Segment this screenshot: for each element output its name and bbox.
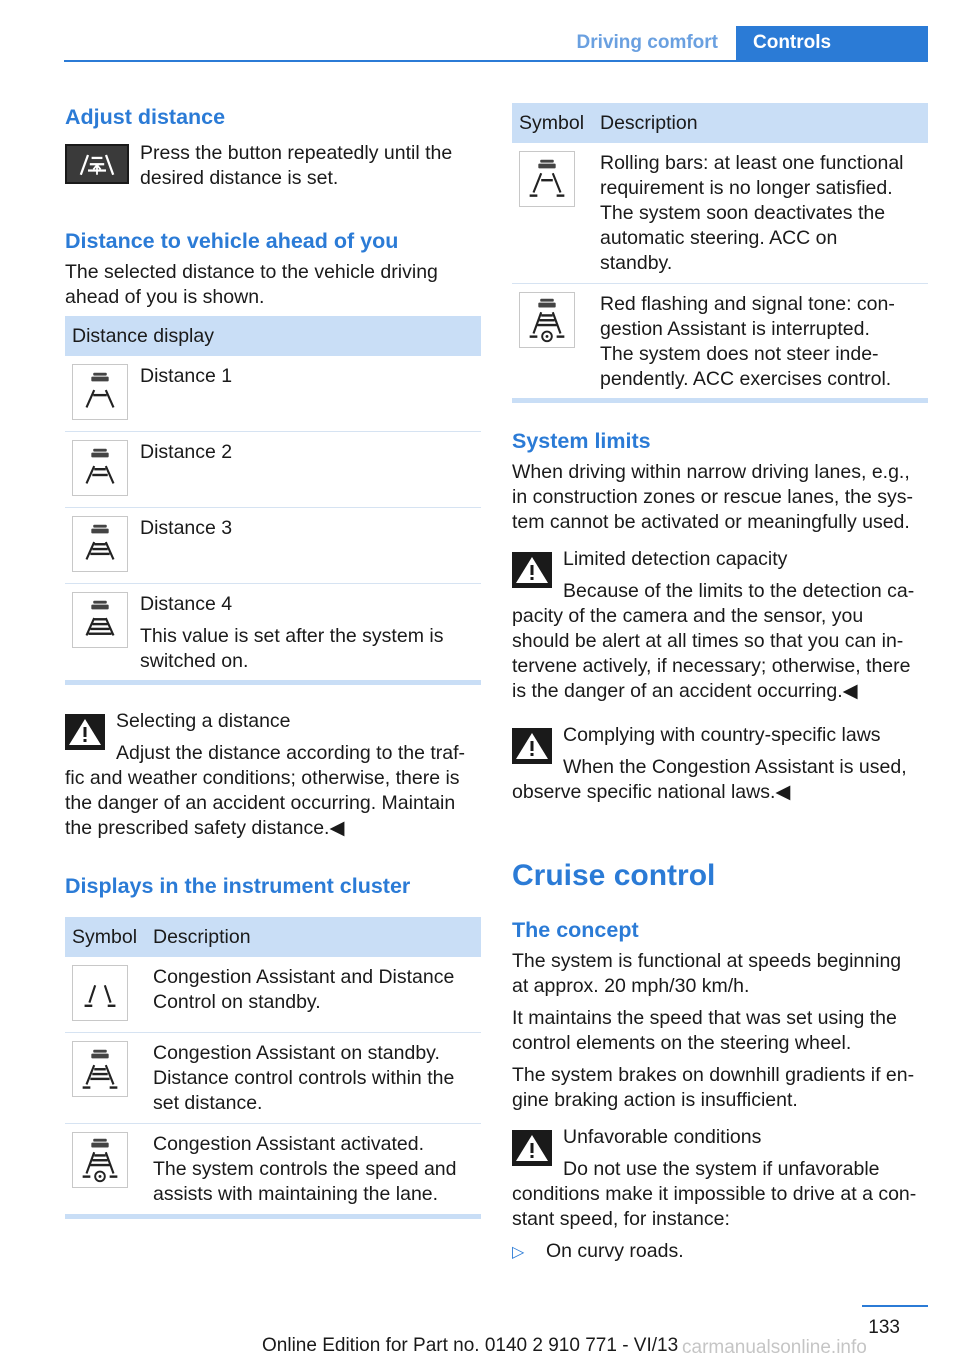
concept-paragraph: The system brakes on downhill gradients if en‐ gine braking action is insufficient. (512, 1064, 915, 1111)
page-number: 133 (868, 1317, 900, 1338)
distance-button-icon (65, 144, 129, 184)
symbol-table-left (65, 917, 481, 1219)
distance-display-table (65, 316, 481, 685)
congestion-active-icon (72, 1132, 128, 1188)
header-rule (64, 60, 928, 62)
table-end-rule (512, 398, 928, 403)
system-limits-text: When driving within narrow driving lanes, e.g., in construction zones or rescue lanes, the sys‐ tem cannot be activated or meaningfully used. (512, 461, 914, 533)
warning-text: Because of the limits to the detection ca‐ pacity of the camera and the sensor, you should be alert at all times so that you can in‐ tervene actively, if necessary; otherwise, there is the danger of an accident occurring.◀ (512, 580, 915, 702)
table-header: Symbol Description (512, 103, 928, 143)
distance-3-icon (72, 516, 128, 572)
cruise-control-heading: Cruise control (512, 859, 716, 892)
warning-title: Complying with country-specific laws (563, 724, 881, 746)
watermark: carmanualsonline.info (682, 1337, 867, 1358)
header-tab-controls[interactable]: Controls (736, 26, 928, 62)
bullet-item: On curvy roads. (546, 1240, 684, 1262)
table-row (65, 508, 481, 584)
distance-2-icon (72, 440, 128, 496)
footer-rule (862, 1305, 928, 1307)
table-row (65, 584, 481, 680)
table-header: Symbol Description (65, 917, 481, 957)
table-header: Distance display (65, 316, 481, 356)
header-section-label: Driving comfort (576, 32, 718, 53)
concept-heading: The concept (512, 918, 639, 942)
vehicle-ahead-heading: Distance to vehicle ahead of you (65, 229, 399, 253)
table-end-rule (65, 680, 481, 685)
description-cell: Rolling bars: at least one functional requirement is no longer satisfied. The system soon deactivates the automatic steering. ACC on standby. (600, 152, 904, 274)
symbol-table-right (512, 103, 928, 403)
description-cell: Red flashing and signal tone: con‐ gestion Assistant is interrupted. The system does not steer inde‐ pendently. ACC exercises control. (600, 293, 895, 390)
distance-label: Distance 2 (140, 441, 233, 463)
distance-label: Distance 1 (140, 365, 233, 387)
congestion-standby-icon (72, 1041, 128, 1097)
distance-1-icon (72, 364, 128, 420)
warning-text: Do not use the system if unfavorable conditions make it impossible to drive at a con‐ stant speed, for instance: (512, 1158, 917, 1230)
adjust-distance-heading: Adjust distance (65, 105, 226, 129)
description-cell: Congestion Assistant and Distance Control on standby. (153, 966, 455, 1013)
distance-label: Distance 3 (140, 517, 233, 539)
table-end-rule (65, 1214, 481, 1219)
table-row (65, 1033, 481, 1124)
concept-paragraph: It maintains the speed that was set using the control elements on the steering wheel. (512, 1007, 897, 1054)
table-row (65, 432, 481, 508)
warning-title: Selecting a distance (116, 710, 291, 732)
description-cell: Congestion Assistant on standby. Distance control controls within the set distance. (153, 1042, 455, 1114)
system-limits-heading: System limits (512, 429, 651, 453)
distance-4-icon (72, 592, 128, 648)
red-flashing-icon (519, 292, 575, 348)
adjust-distance-text: Press the button repeatedly until the desired distance is set. (140, 142, 453, 189)
description-cell: Congestion Assistant activated. The system controls the speed and assists with maintaining the lane. (153, 1133, 457, 1205)
table-row (65, 1124, 481, 1214)
bullet-marker-icon: ▷ (512, 1244, 525, 1261)
warning-text: Adjust the distance according to the traf‐ fic and weather conditions; otherwise, there is the danger of an accident occurring. Maintain the prescribed safety distance.◀ (65, 742, 466, 839)
displays-heading: Displays in the instrument cluster (65, 874, 411, 898)
table-row (65, 356, 481, 432)
warning-text: When the Congestion Assistant is used, observe specific national laws.◀ (512, 756, 907, 803)
warning-title: Limited detection capacity (563, 548, 788, 570)
warning-title: Unfavorable conditions (563, 1126, 762, 1148)
vehicle-ahead-text: The selected distance to the vehicle driving ahead of you is shown. (65, 261, 438, 308)
lane-lines-icon (72, 965, 128, 1021)
table-row (65, 957, 481, 1033)
distance-4-text: Distance 4 This value is set after the system is switched on. (140, 593, 444, 672)
edition-text: Online Edition for Part no. 0140 2 910 771 - VI/13 (262, 1335, 679, 1356)
concept-paragraph: The system is functional at speeds beginning at approx. 20 mph/30 km/h. (512, 950, 902, 997)
table-row (512, 284, 928, 398)
rolling-bars-icon (519, 151, 575, 207)
table-row (512, 143, 928, 284)
